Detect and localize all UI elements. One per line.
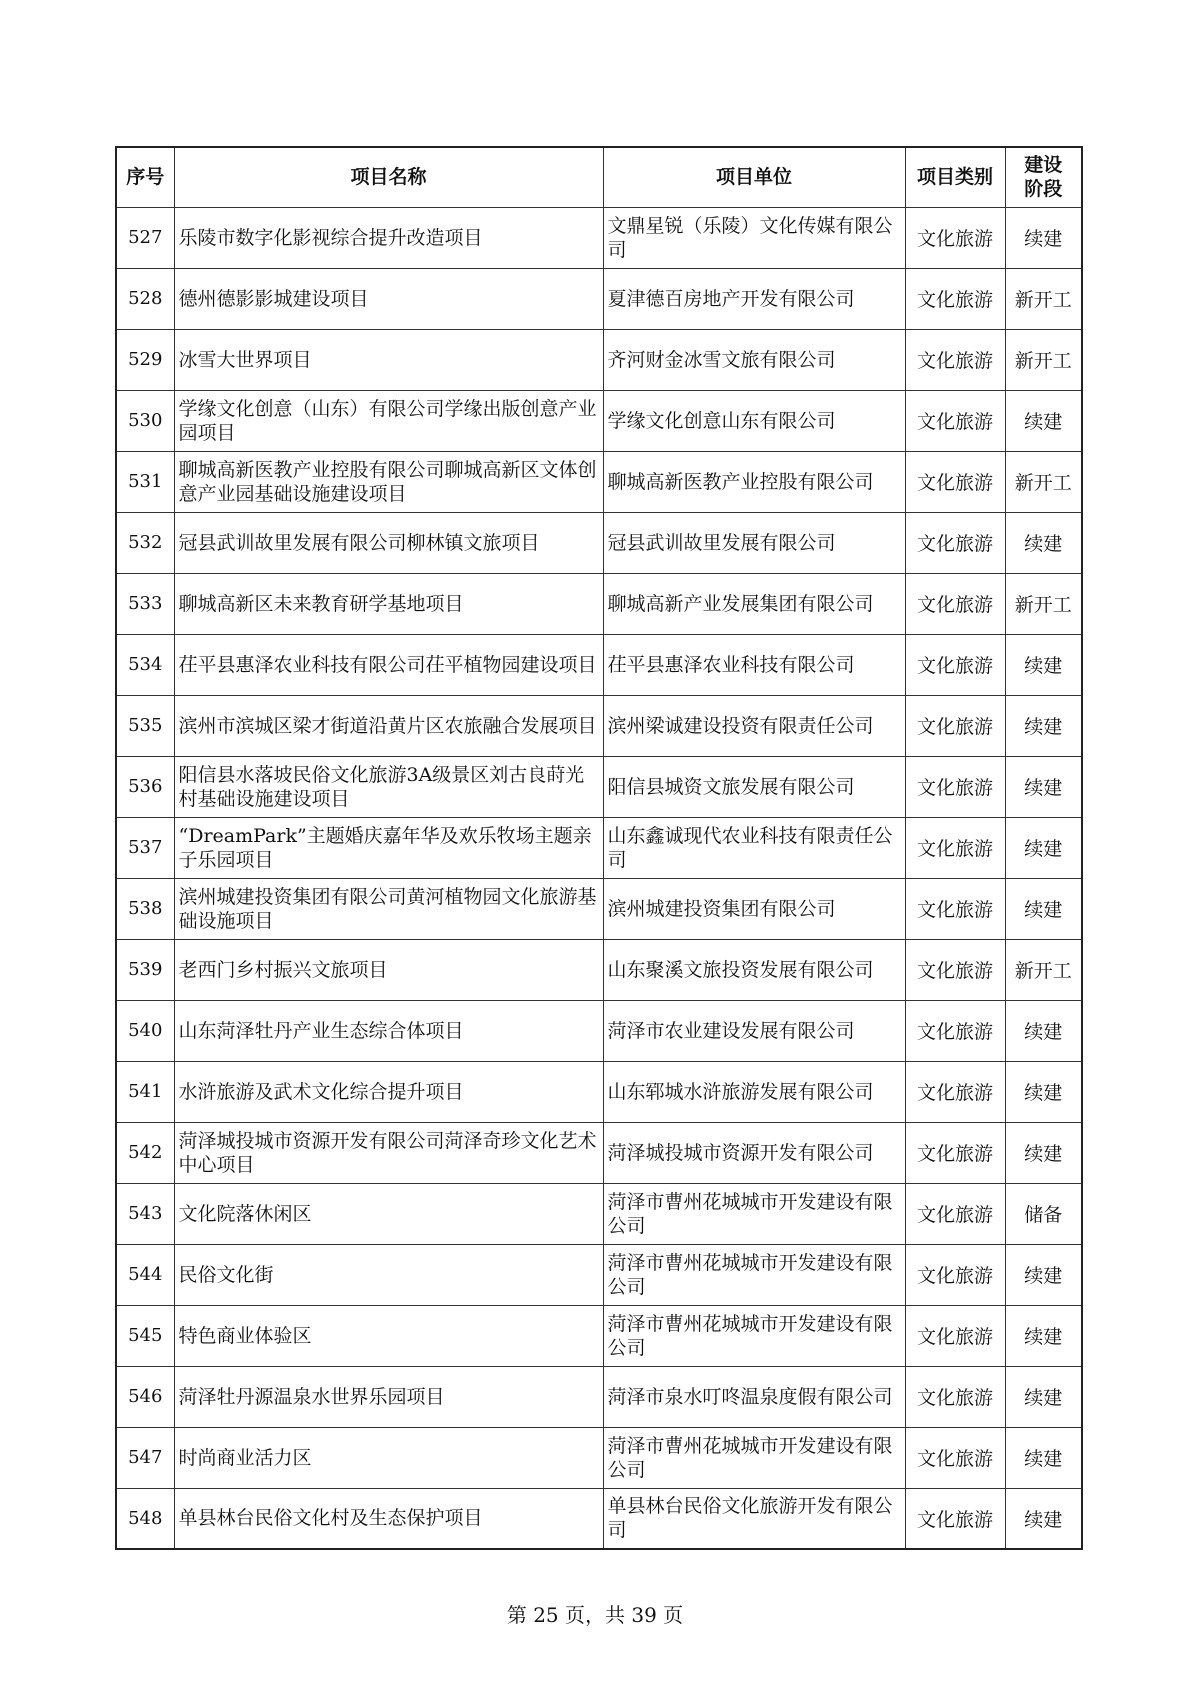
cell-construction-stage: 续建 <box>1005 1427 1082 1488</box>
table-row <box>116 634 1082 695</box>
cell-project-category: 文化旅游 <box>905 634 1005 695</box>
cell-construction-stage: 续建 <box>1005 817 1082 878</box>
cell-project-category: 文化旅游 <box>905 512 1005 573</box>
cell-project-unit: 菏泽市曹州花城城市开发建设有限公司 <box>603 1305 905 1366</box>
cell-construction-stage: 续建 <box>1005 878 1082 939</box>
project-table <box>115 146 1083 1550</box>
footer-prefix: 第 <box>506 1603 527 1627</box>
table-row <box>116 1061 1082 1122</box>
cell-construction-stage: 续建 <box>1005 695 1082 756</box>
table-header-row <box>116 147 1082 207</box>
cell-construction-stage: 续建 <box>1005 512 1082 573</box>
cell-seq: 530 <box>116 390 174 451</box>
cell-construction-stage: 新开工 <box>1005 573 1082 634</box>
header-project-name: 项目名称 <box>174 147 603 207</box>
page-footer <box>0 1599 1190 1628</box>
cell-construction-stage: 续建 <box>1005 207 1082 268</box>
table-row <box>116 451 1082 512</box>
cell-construction-stage: 续建 <box>1005 390 1082 451</box>
table-row <box>116 939 1082 1000</box>
cell-project-name: 滨州城建投资集团有限公司黄河植物园文化旅游基础设施项目 <box>174 878 603 939</box>
cell-project-category: 文化旅游 <box>905 207 1005 268</box>
header-construction-stage <box>1005 147 1082 207</box>
cell-seq: 537 <box>116 817 174 878</box>
cell-construction-stage: 续建 <box>1005 1488 1082 1549</box>
cell-seq: 532 <box>116 512 174 573</box>
cell-project-name: 特色商业体验区 <box>174 1305 603 1366</box>
cell-project-name: 菏泽牡丹源温泉水世界乐园项目 <box>174 1366 603 1427</box>
cell-construction-stage: 续建 <box>1005 634 1082 695</box>
cell-seq: 539 <box>116 939 174 1000</box>
table-row <box>116 1244 1082 1305</box>
header-stage-line1: 建设 <box>1024 154 1063 177</box>
cell-project-name: 德州德影影城建设项目 <box>174 268 603 329</box>
table-row <box>116 1427 1082 1488</box>
cell-project-unit: 文鼎星锐（乐陵）文化传媒有限公司 <box>603 207 905 268</box>
cell-project-name: 水浒旅游及武术文化综合提升项目 <box>174 1061 603 1122</box>
cell-construction-stage: 续建 <box>1005 1061 1082 1122</box>
cell-seq: 538 <box>116 878 174 939</box>
cell-seq: 533 <box>116 573 174 634</box>
cell-project-unit: 滨州梁诚建设投资有限责任公司 <box>603 695 905 756</box>
cell-project-category: 文化旅游 <box>905 573 1005 634</box>
table-row <box>116 695 1082 756</box>
cell-project-name: 时尚商业活力区 <box>174 1427 603 1488</box>
cell-project-name: 茌平县惠泽农业科技有限公司茌平植物园建设项目 <box>174 634 603 695</box>
cell-project-name: 老西门乡村振兴文旅项目 <box>174 939 603 1000</box>
cell-project-unit: 单县林台民俗文化旅游开发有限公司 <box>603 1488 905 1549</box>
cell-project-category: 文化旅游 <box>905 1183 1005 1244</box>
cell-project-name: 聊城高新医教产业控股有限公司聊城高新区文体创意产业园基础设施建设项目 <box>174 451 603 512</box>
cell-seq: 548 <box>116 1488 174 1549</box>
table-row <box>116 817 1082 878</box>
footer-middle: 页，共 <box>565 1603 625 1627</box>
table-row <box>116 1305 1082 1366</box>
cell-project-category: 文化旅游 <box>905 451 1005 512</box>
cell-project-name: “DreamPark”主题婚庆嘉年华及欢乐牧场主题亲子乐园项目 <box>174 817 603 878</box>
cell-project-category: 文化旅游 <box>905 1061 1005 1122</box>
cell-construction-stage: 续建 <box>1005 1122 1082 1183</box>
cell-construction-stage: 新开工 <box>1005 451 1082 512</box>
table-row <box>116 512 1082 573</box>
footer-suffix: 页 <box>663 1603 684 1627</box>
cell-project-name: 阳信县水落坡民俗文化旅游3A级景区刘古良莳光村基础设施建设项目 <box>174 756 603 817</box>
cell-seq: 527 <box>116 207 174 268</box>
cell-project-name: 菏泽城投城市资源开发有限公司菏泽奇珍文化艺术中心项目 <box>174 1122 603 1183</box>
header-project-category: 项目类别 <box>905 147 1005 207</box>
cell-project-name: 山东菏泽牡丹产业生态综合体项目 <box>174 1000 603 1061</box>
cell-project-name: 乐陵市数字化影视综合提升改造项目 <box>174 207 603 268</box>
cell-project-name: 文化院落休闲区 <box>174 1183 603 1244</box>
cell-seq: 542 <box>116 1122 174 1183</box>
cell-construction-stage: 新开工 <box>1005 329 1082 390</box>
table-row <box>116 1488 1082 1549</box>
table-row <box>116 756 1082 817</box>
cell-construction-stage: 新开工 <box>1005 939 1082 1000</box>
cell-seq: 531 <box>116 451 174 512</box>
cell-project-category: 文化旅游 <box>905 756 1005 817</box>
cell-seq: 546 <box>116 1366 174 1427</box>
cell-project-unit: 菏泽市曹州花城城市开发建设有限公司 <box>603 1244 905 1305</box>
table-row <box>116 1183 1082 1244</box>
cell-construction-stage: 储备 <box>1005 1183 1082 1244</box>
cell-project-name: 学缘文化创意（山东）有限公司学缘出版创意产业园项目 <box>174 390 603 451</box>
cell-project-name: 民俗文化街 <box>174 1244 603 1305</box>
table-row <box>116 329 1082 390</box>
cell-project-category: 文化旅游 <box>905 1000 1005 1061</box>
cell-project-category: 文化旅游 <box>905 939 1005 1000</box>
header-seq: 序号 <box>116 147 174 207</box>
cell-project-unit: 冠县武训故里发展有限公司 <box>603 512 905 573</box>
cell-project-unit: 山东郓城水浒旅游发展有限公司 <box>603 1061 905 1122</box>
cell-project-unit: 菏泽市农业建设发展有限公司 <box>603 1000 905 1061</box>
cell-project-unit: 山东聚溪文旅投资发展有限公司 <box>603 939 905 1000</box>
cell-project-category: 文化旅游 <box>905 1427 1005 1488</box>
cell-project-category: 文化旅游 <box>905 817 1005 878</box>
cell-project-category: 文化旅游 <box>905 1122 1005 1183</box>
cell-seq: 545 <box>116 1305 174 1366</box>
cell-project-category: 文化旅游 <box>905 1244 1005 1305</box>
cell-project-unit: 菏泽市曹州花城城市开发建设有限公司 <box>603 1427 905 1488</box>
cell-construction-stage: 续建 <box>1005 1244 1082 1305</box>
cell-project-unit: 菏泽城投城市资源开发有限公司 <box>603 1122 905 1183</box>
cell-seq: 536 <box>116 756 174 817</box>
cell-project-unit: 夏津德百房地产开发有限公司 <box>603 268 905 329</box>
cell-project-category: 文化旅游 <box>905 1305 1005 1366</box>
cell-project-unit: 山东鑫诚现代农业科技有限责任公司 <box>603 817 905 878</box>
cell-seq: 529 <box>116 329 174 390</box>
cell-project-unit: 菏泽市泉水叮咚温泉度假有限公司 <box>603 1366 905 1427</box>
footer-current-page: 25 <box>533 1603 559 1627</box>
cell-project-category: 文化旅游 <box>905 268 1005 329</box>
cell-seq: 543 <box>116 1183 174 1244</box>
cell-construction-stage: 续建 <box>1005 756 1082 817</box>
cell-seq: 535 <box>116 695 174 756</box>
table-row <box>116 878 1082 939</box>
cell-project-name: 单县林台民俗文化村及生态保护项目 <box>174 1488 603 1549</box>
cell-project-category: 文化旅游 <box>905 329 1005 390</box>
cell-project-category: 文化旅游 <box>905 1488 1005 1549</box>
cell-project-category: 文化旅游 <box>905 695 1005 756</box>
cell-project-unit: 聊城高新医教产业控股有限公司 <box>603 451 905 512</box>
cell-project-category: 文化旅游 <box>905 1366 1005 1427</box>
cell-project-category: 文化旅游 <box>905 390 1005 451</box>
cell-seq: 528 <box>116 268 174 329</box>
header-stage-line2: 阶段 <box>1024 178 1063 201</box>
cell-seq: 540 <box>116 1000 174 1061</box>
cell-project-unit: 齐河财金冰雪文旅有限公司 <box>603 329 905 390</box>
cell-seq: 547 <box>116 1427 174 1488</box>
cell-project-unit: 聊城高新产业发展集团有限公司 <box>603 573 905 634</box>
cell-construction-stage: 新开工 <box>1005 268 1082 329</box>
cell-project-unit: 菏泽市曹州花城城市开发建设有限公司 <box>603 1183 905 1244</box>
cell-project-name: 冠县武训故里发展有限公司柳林镇文旅项目 <box>174 512 603 573</box>
table-row <box>116 390 1082 451</box>
table-row <box>116 1000 1082 1061</box>
cell-construction-stage: 续建 <box>1005 1000 1082 1061</box>
cell-project-name: 滨州市滨城区梁才街道沿黄片区农旅融合发展项目 <box>174 695 603 756</box>
table-row <box>116 573 1082 634</box>
cell-construction-stage: 续建 <box>1005 1366 1082 1427</box>
cell-seq: 544 <box>116 1244 174 1305</box>
cell-project-unit: 茌平县惠泽农业科技有限公司 <box>603 634 905 695</box>
table-body <box>116 207 1082 1549</box>
table-row <box>116 268 1082 329</box>
cell-project-unit: 阳信县城资文旅发展有限公司 <box>603 756 905 817</box>
cell-project-name: 冰雪大世界项目 <box>174 329 603 390</box>
cell-seq: 541 <box>116 1061 174 1122</box>
cell-construction-stage: 续建 <box>1005 1305 1082 1366</box>
cell-seq: 534 <box>116 634 174 695</box>
table-row <box>116 1366 1082 1427</box>
footer-total-pages: 39 <box>631 1603 657 1627</box>
cell-project-name: 聊城高新区未来教育研学基地项目 <box>174 573 603 634</box>
table-row <box>116 207 1082 268</box>
header-project-unit: 项目单位 <box>603 147 905 207</box>
cell-project-unit: 滨州城建投资集团有限公司 <box>603 878 905 939</box>
cell-project-unit: 学缘文化创意山东有限公司 <box>603 390 905 451</box>
table-row <box>116 1122 1082 1183</box>
cell-project-category: 文化旅游 <box>905 878 1005 939</box>
